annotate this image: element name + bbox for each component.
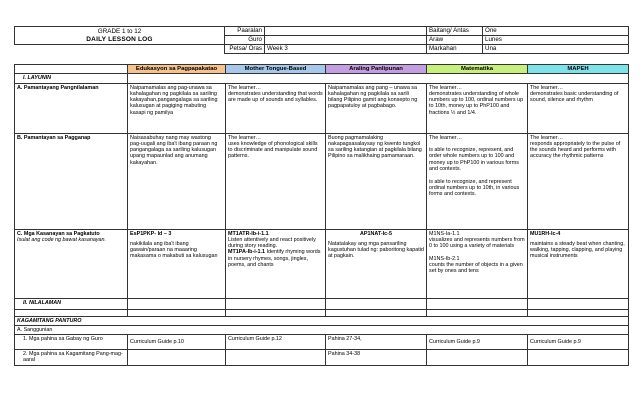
row-b-cell-mapeh: The learner… responds appropriately to the pulse of the sounds heard and performs with accuracy the rhythmic patterns (528, 133, 629, 229)
code-mother-tongue: MT1ATR-Ib-i-1.1 (228, 230, 269, 237)
gabay-cell-mother-tongue: Curriculum Guide p.12 (226, 335, 326, 350)
gabay-cell-araling: Pahina 27-34, (326, 335, 427, 350)
row-c-cell-mapeh (528, 229, 629, 298)
row-c-sublabel: Isulat ang code ng bawat kasanayan. (17, 236, 107, 243)
row-b-cell-matematika: The learner… is able to recognize, represent, and order whole numbers up to 100 and money up to PhP100 in various forms and contexts. is able to recognize, and represent ordinal numbers up to 10th, in various forms and contexts. (427, 133, 528, 229)
log-title: DAILY LESSON LOG (86, 35, 153, 43)
grade-title-cell (15, 27, 225, 45)
guro-label: Guro (225, 36, 265, 45)
row-c-label-cell (15, 229, 128, 298)
row-b-cell-mother-tongue: The learner… uses knowledge of phonological skills to discriminate and manipulate sound patterns. (226, 133, 326, 229)
lesson-plan-table (14, 64, 629, 366)
nilalaman-cell (427, 298, 528, 309)
kagamitang-pang-mag-aaral-label: 2. Mga pahina sa Kagamitang Pang-mag-aaral (15, 350, 128, 366)
layunin-heading: I. LAYUNIN (15, 74, 128, 83)
paaralan-label: Paaralan (225, 27, 265, 36)
row-pamantayan-sa-pagganap (15, 133, 629, 229)
code-edukasyon: EsP1PKP- Id – 3 (130, 230, 172, 237)
kagamitang-cell-araling: Pahina 34-38 (326, 350, 427, 366)
skill-edukasyon: nakikilala ang iba't ibang gawain/paraan na maaaring makasama o makabuti sa kalusugan (130, 240, 218, 260)
araw-label: Araw (427, 36, 483, 45)
kagamitang-section-row (15, 316, 629, 325)
row-a-cell-araling: Naipamamalas ang pang – unawa sa kahalagahan ng pagkilala sa sarili bilang Pilipino gamit ang konsepto ng pagpapatuloy at pagbabago. (326, 83, 427, 133)
kagamitang-cell-mother-tongue (226, 350, 326, 366)
subject-matematika: Matematika (427, 65, 528, 74)
subject-mother-tongue: Mother Tongue-Based (226, 65, 326, 74)
row-b-label: B. Pamantayan sa Pagganap (15, 133, 128, 229)
corner-cell (15, 65, 128, 74)
header-table (14, 26, 629, 54)
empty-cell (326, 309, 427, 316)
nilalaman-cell (528, 298, 629, 309)
skill-mother-tongue-2 (228, 249, 323, 268)
guro-value[interactable] (265, 36, 427, 45)
row-a-cell-mother-tongue: The learner… demonstrates understanding that words are made up of sounds and syllables. (226, 83, 326, 133)
row-pamantayang-pangnilalaman (15, 83, 629, 133)
gabay-cell-mapeh: Curriculum Guide p.9 (528, 335, 629, 350)
empty-cell (128, 309, 226, 316)
row-c-cell-araling (326, 229, 427, 298)
nilalaman-spacer-row (15, 309, 629, 316)
empty-cell (226, 309, 326, 316)
code-araling: AP1NAT-Ic-5 (360, 230, 392, 237)
row-a-cell-matematika: The learner… demonstrates understanding of whole numbers up to 100, ordinal numbers up to 10th, money up to PhP100 and fractions ½ and 1/4. (427, 83, 528, 133)
kagamitang-cell-edukasyon (128, 350, 226, 366)
row-mga-kasanayan (15, 229, 629, 298)
code-matematika: M1NS-Ia-1.1 (429, 230, 460, 237)
row-b-cell-araling: Buong pagmamalaking nakapagsasalaysay ng kwento tungkol sa sariling katangian at pagkilala bilang Pilipino sa malikhaing pamamaraan. (326, 133, 427, 229)
gabay-ng-guro-label: 1. Mga pahina sa Gabay ng Guro (15, 335, 128, 350)
skill-mapeh: maintains a steady beat when chanting, walking, tapping, clapping, and playing musical instruments (530, 240, 625, 260)
baitang-value[interactable]: One (483, 27, 629, 36)
skill-mother-tongue: Listen attentively and react positively during story reading. (228, 236, 316, 250)
skill-mother-tongue-2-text: Identify rhyming words in nursery rhymes, songs, jingles, poems, and chants (228, 249, 321, 269)
row-c-cell-edukasyon (128, 229, 226, 298)
petsa-value[interactable]: Week 3 (265, 45, 427, 54)
nilalaman-section-row (15, 298, 629, 309)
header-spacer (15, 45, 225, 54)
markahan-value[interactable]: Una (483, 45, 629, 54)
empty-cell (15, 309, 128, 316)
subject-mapeh: MAPEH (528, 65, 629, 74)
row-a-cell-edukasyon: Naipamamalas ang pag-unawa sa kahalagahan ng pagkilala sa sariling kakayahan,pangangalaga sa sariling kalusugan at pagiging mabuting kasapi ng pamilya (128, 83, 226, 133)
skill-matematika: visualizes and represents numbers from 0 to 100 using a variety of materials M1NS-Ib-2.1 counts the number of objects in a given set by ones and tens (429, 236, 525, 275)
nilalaman-cell (326, 298, 427, 309)
subject-araling-panlipunan: Araling Panlipunan (326, 65, 427, 74)
nilalaman-heading: II. NILALAMAN (15, 298, 128, 309)
code-mapeh: MU1RH-Ic-4 (530, 230, 561, 237)
empty-cell (528, 309, 629, 316)
row-a-cell-mapeh: The learner… demonstrates basic understanding of sound, silence and rhythm (528, 83, 629, 133)
grade-label: GRADE 1 to 12 (97, 28, 142, 36)
empty-cell (427, 309, 528, 316)
layunin-section-row (15, 74, 629, 83)
baitang-label: Baitang/ Antas (427, 27, 483, 36)
gabay-cell-edukasyon: Curriculum Guide p.10 (128, 335, 226, 350)
subject-header-row (15, 65, 629, 74)
code-mother-tongue-2: MT1PA-Ib-i-1.1 (228, 249, 266, 256)
kagamitang-cell-mapeh (528, 350, 629, 366)
kagamitang-heading: KAGAMITANG PANTURO (15, 316, 629, 325)
row-b-cell-edukasyon: Naisasabuhay nang may wastong pag-uugali ang iba't ibang paraan ng pangangalaga sa sariling kalusugan upang mapaunlad ang anumang kakayahan. (128, 133, 226, 229)
kagamitang-cell-matematika (427, 350, 528, 366)
kagamitang-pang-mag-aaral-row (15, 350, 629, 366)
araw-value[interactable]: Lunes (483, 36, 629, 45)
petsa-label: Petsa/ Oras (225, 45, 265, 54)
gabay-cell-matematika: Curriculum Guide p.9 (427, 335, 528, 350)
markahan-label: Markahan (427, 45, 483, 54)
skill-araling: Natatalakay ang mga pansariling kagustuhan tulad ng: paboritong kapatid at pagkain. (328, 240, 424, 260)
row-a-label: A. Pamantayang Pangnilalaman (15, 83, 128, 133)
layunin-filler (128, 74, 629, 83)
paaralan-value[interactable] (265, 27, 427, 36)
nilalaman-cell (128, 298, 226, 309)
gabay-ng-guro-row (15, 335, 629, 350)
sanggunian-row (15, 325, 629, 334)
row-c-cell-matematika (427, 229, 528, 298)
subject-edukasyon: Edukasyon sa Pagpapakatao (128, 65, 226, 74)
sanggunian-heading: A. Sanggunian (15, 325, 629, 334)
row-c-label: C. Mga Kasanayan sa Pagkatuto (17, 230, 100, 237)
row-c-cell-mother-tongue (226, 229, 326, 298)
nilalaman-cell (226, 298, 326, 309)
